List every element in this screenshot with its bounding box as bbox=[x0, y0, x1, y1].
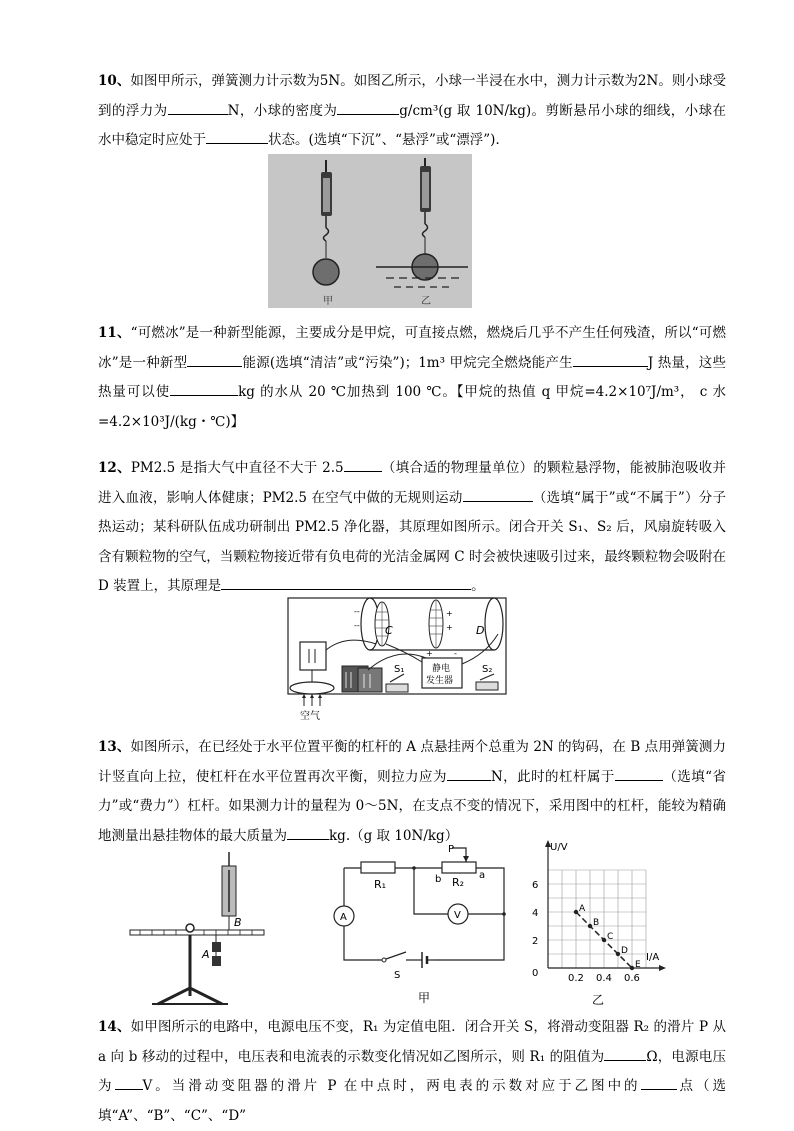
svg-text:-: - bbox=[454, 649, 457, 658]
answer-blank[interactable] bbox=[115, 1074, 143, 1090]
data-point-e bbox=[630, 966, 634, 970]
question-number: 11、 bbox=[98, 325, 131, 341]
ball-left bbox=[313, 259, 339, 285]
switch-s2-label: S₂ bbox=[482, 664, 493, 675]
slider-p-label: P bbox=[448, 844, 455, 855]
data-point-a bbox=[574, 910, 578, 914]
data-point-label: C bbox=[607, 932, 614, 942]
x-tick-label: 0.6 bbox=[624, 973, 640, 984]
answer-blank[interactable] bbox=[206, 128, 268, 144]
graph-caption: 乙 bbox=[592, 993, 605, 1007]
answer-blank[interactable] bbox=[573, 351, 648, 367]
svg-text:+: + bbox=[446, 609, 453, 618]
weight-2 bbox=[212, 956, 221, 966]
answer-blank[interactable] bbox=[287, 824, 329, 840]
question-number: 12、 bbox=[98, 460, 131, 476]
data-point-d bbox=[616, 952, 620, 956]
question-14: 14、如甲图所示的电路中，电源电压不变，R₁ 为定值电阻．闭合开关 S，将滑动变阻器 R₂ 的滑片 P 从 a 向 b 移动的过程中，电压表和电流表的示数变化情况如乙图所示，则 R₁ 的阻值为 Ω，电源电压为 V。当滑动变阻器的滑片 P 在中点时，两电表的示数对应于乙图中的 点（选填“A”、“B”、“C”、“D” bbox=[98, 1019, 727, 1124]
answer-blank[interactable] bbox=[170, 380, 238, 396]
generator-label-1: 静电 bbox=[432, 664, 451, 674]
svg-text:+: + bbox=[446, 623, 453, 632]
y-tick-label: 6 bbox=[532, 880, 539, 891]
question-12: 12、PM2.5 是指大气中直径不大于 2.5 （填合适的物理量单位）的颗粒悬浮物，能被肺泡吸收并进入血液，影响人体健康；PM2.5 在空气中做的无规则运动 （选填“属于”或“不属于”）分子热运动；某科研队伍成功研制出 PM2.5 净化器，其原理如图所示。闭合开关 S₁、S₂ 后，风扇旋转吸入含有颗粒物的空气，当颗粒物接近带有负电荷的光洁金属网 C 时会被快速吸引过来，最终颗粒物会吸附在 D 装置上，其原理是 。 bbox=[98, 454, 726, 602]
x-tick-label: 0.4 bbox=[596, 973, 612, 984]
switch-s1-label: S₁ bbox=[394, 664, 405, 675]
circuit-caption: 甲 bbox=[418, 991, 431, 1005]
air-label: 空气 bbox=[300, 711, 320, 722]
y-tick-label: 4 bbox=[532, 908, 539, 919]
data-point-label: B bbox=[593, 918, 600, 928]
fan-box bbox=[300, 642, 326, 670]
svg-text:--: -- bbox=[354, 607, 360, 616]
switch-s2 bbox=[476, 682, 498, 690]
point-b-label: B bbox=[234, 916, 242, 929]
lever-bar bbox=[130, 930, 264, 935]
r1-label: R₁ bbox=[374, 878, 387, 891]
answer-blank[interactable] bbox=[187, 351, 242, 367]
point-a-label: A bbox=[202, 948, 210, 961]
figure-label-jia: 甲 bbox=[323, 296, 333, 307]
data-point-label: E bbox=[635, 960, 641, 970]
weight-1 bbox=[212, 942, 221, 952]
resistor-r2 bbox=[442, 862, 476, 873]
answer-blank[interactable] bbox=[604, 1045, 646, 1061]
answer-blank[interactable] bbox=[463, 486, 533, 502]
switch-s bbox=[386, 952, 406, 959]
y-tick-label: 2 bbox=[532, 936, 539, 947]
figure-label-yi: 乙 bbox=[421, 296, 431, 307]
question-number: 13、 bbox=[98, 739, 131, 755]
terminal-b-label: b bbox=[435, 874, 442, 885]
data-point-c bbox=[602, 938, 606, 942]
spring-scale-figure bbox=[268, 154, 472, 308]
mesh-d-label: D bbox=[476, 624, 485, 637]
graph-figure bbox=[526, 838, 670, 1008]
answer-blank[interactable] bbox=[447, 765, 491, 781]
lever-figure bbox=[128, 838, 266, 1008]
answer-blank[interactable] bbox=[344, 456, 382, 472]
answer-blank[interactable] bbox=[168, 99, 228, 115]
question-10: 10、如图甲所示，弹簧测力计示数为5N。如图乙所示，小球一半浸在水中，测力计示数为2N。则小球受到的浮力为 N，小球的密度为 g/cm³(g 取 10N/kg)。剪断悬吊小球的细线，小球在水中稳定时应处于 状态。(选填“下沉”、“悬浮”或“漂浮”)． bbox=[98, 73, 727, 148]
switch-s-label: S bbox=[394, 970, 401, 981]
data-point-label: D bbox=[621, 946, 628, 956]
answer-blank[interactable] bbox=[337, 99, 399, 115]
voltmeter-label: V bbox=[454, 910, 461, 921]
terminal-a-label: a bbox=[479, 870, 486, 881]
r2-label: R₂ bbox=[452, 876, 465, 889]
data-point-b bbox=[588, 924, 592, 928]
y-axis-label: U/V bbox=[550, 842, 568, 853]
generator-label-2: 发生器 bbox=[426, 676, 454, 686]
answer-blank[interactable] bbox=[641, 1074, 677, 1090]
switch-s1 bbox=[386, 684, 408, 692]
question-number: 14、 bbox=[98, 1019, 131, 1035]
svg-text:--: -- bbox=[354, 621, 360, 630]
answer-blank[interactable] bbox=[221, 574, 471, 590]
resistor-r1 bbox=[361, 862, 395, 873]
question-number: 10、 bbox=[98, 73, 131, 89]
circuit-figure bbox=[326, 840, 516, 1008]
fan bbox=[290, 682, 334, 694]
purifier-figure bbox=[286, 594, 508, 722]
svg-text:+: + bbox=[426, 649, 433, 658]
ammeter-label: A bbox=[340, 912, 347, 923]
answer-blank[interactable] bbox=[615, 765, 663, 781]
x-axis-label: I/A bbox=[646, 952, 660, 963]
data-point-label: A bbox=[579, 904, 586, 914]
question-13: 13、如图所示，在已经处于水平位置平衡的杠杆的 A 点悬挂两个总重为 2N 的钩码，在 B 点用弹簧测力计竖直向上拉，使杠杆在水平位置再次平衡，则拉力应为 N，此时的杠杆属于 （选填“省力”或“费力”）杠杆。如果测力计的量程为 0～5N，在支点不变的情况下，采用图中的杠杆，能较为精确地测量出悬挂物体的最大质量为 kg.（g 取 10N/kg） bbox=[98, 739, 727, 844]
x-tick-label: 0.2 bbox=[568, 973, 584, 984]
mesh-c-label: C bbox=[385, 624, 393, 637]
question-11: 11、“可燃冰”是一种新型能源，主要成分是甲烷，可直接点燃，燃烧后几乎不产生任何残渣，所以“可燃冰”是一种新型 能源(选填“清洁”或“污染”)；1m³ 甲烷完全燃烧能产生 J 热量，这些热量可以使 kg 的水从 20 ℃加热到 100 ℃。【甲烷的热值 q 甲烷=4.2×10⁷J/m³， c 水=4.2×10³J/(kg・℃)】 bbox=[98, 325, 727, 430]
origin-label: 0 bbox=[532, 968, 539, 979]
